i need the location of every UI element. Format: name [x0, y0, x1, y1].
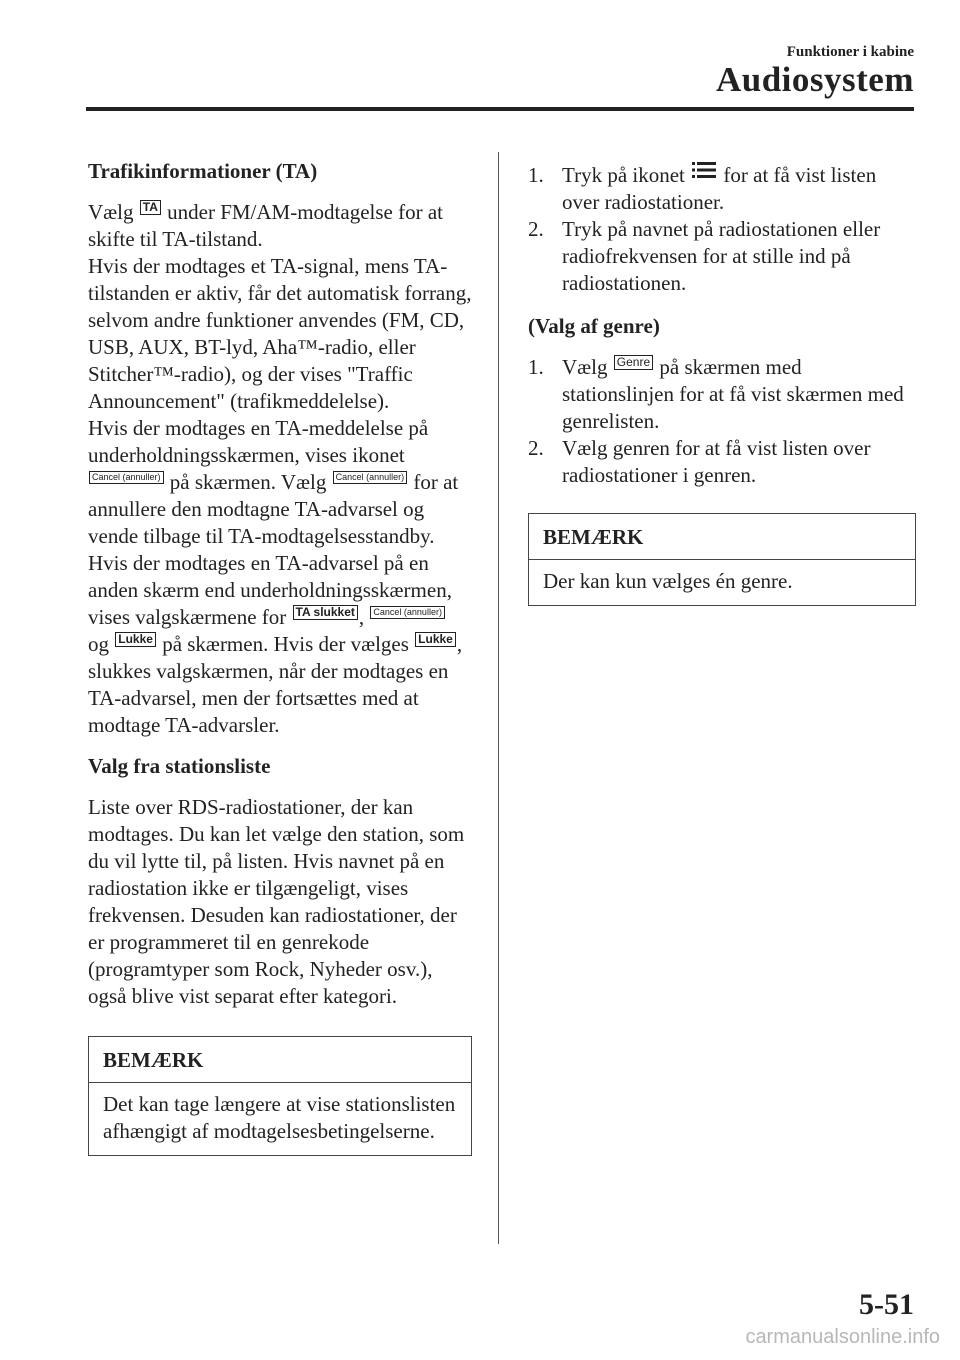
genre-steps — [528, 354, 916, 489]
header-rule — [86, 107, 914, 111]
ta-paragraph-2: Hvis der modtages et TA-signal, mens TA-tilstanden er aktiv, får det automatisk forrang, selvom andre funktioner anvendes (FM, CD, USB, AUX, BT-lyd, Aha™-radio, eller Stitcher™-radio), og der vises "Traffic Announcement" (trafikmeddelelse). — [88, 254, 472, 413]
page-number: 5-51 — [859, 1288, 914, 1321]
column-divider — [498, 152, 499, 1244]
note-title: BEMÆRK — [529, 514, 915, 560]
page-title: Audiosystem — [715, 60, 914, 99]
note-body: Der kan kun vælges én genre. — [543, 569, 793, 593]
watermark: carmanualsonline.info — [745, 1326, 940, 1348]
note-title: BEMÆRK — [89, 1037, 471, 1083]
ta-paragraph-1: Vælg TA under FM/AM-modtagelse for at skifte til TA-tilstand. — [88, 200, 443, 251]
note-body: Det kan tage længere at vise stationslisten afhængigt af modtagelsesbetingelserne. — [103, 1092, 456, 1143]
close-button-icon: Lukke — [115, 632, 156, 647]
ta-off-button-icon: TA slukket — [293, 605, 358, 620]
cancel-button-icon: Cancel (annuller) — [333, 471, 408, 484]
header-section-label: Funktioner i kabine — [786, 44, 914, 60]
left-column — [88, 158, 472, 1156]
station-steps — [528, 162, 916, 297]
ta-heading: Trafikinformationer (TA) — [88, 159, 318, 183]
ta-paragraph-4: Hvis der modtages en TA-advarsel på en anden skærm end underholdningsskærmen, vises valgskærmene for TA slukket , Cancel (annuller) og Lukke på skærmen. Hvis der vælges Lukke , slukkes valgskærmen, når der modtages en TA-advarsel, men der fortsættes med at modtage TA-advarsler. — [88, 551, 463, 737]
list-icon — [692, 162, 716, 178]
ta-button-icon: TA — [140, 200, 161, 215]
station-list-heading: Valg fra stationsliste — [88, 754, 271, 778]
right-column — [528, 162, 916, 606]
ta-paragraph-3: Hvis der modtages en TA-meddelelse på underholdningsskærmen, vises ikonet Cancel (annuller) på skærmen. Vælg Cancel (annuller) for at annullere den modtagne TA-advarsel og vende tilbage til TA-modtagelsesstandby. — [88, 416, 459, 548]
note-box — [528, 513, 916, 606]
genre-heading: (Valg af genre) — [528, 314, 660, 338]
cancel-button-icon: Cancel (annuller) — [89, 471, 164, 484]
genre-button-icon: Genre — [614, 355, 653, 370]
list-item: 2. Tryk på navnet på radiostationen eller radiofrekvensen for at stille ind på radiostationen. — [528, 217, 881, 295]
close-button-icon: Lukke — [415, 632, 456, 647]
list-item: 1. Vælg Genre på skærmen med stationslinjen for at få vist skærmen med genrelisten. — [528, 355, 904, 433]
station-paragraph: Liste over RDS-radiostationer, der kan modtages. Du kan let vælge den station, som du vil lytte til, på listen. Hvis navnet på en radiostation ikke er tilgængeligt, vises frekvensen. Desuden kan radiostationer, der er programmeret til en genrekode (programtyper som Rock, Nyheder osv.), også blive vist separat efter kategori. — [88, 795, 465, 1008]
list-item: 1. Tryk på ikonet for at få vist listen over radiostationer. — [528, 163, 877, 214]
list-item: 2. Vælg genren for at få vist listen over radiostationer i genren. — [528, 436, 871, 487]
note-box — [88, 1036, 472, 1156]
cancel-button-icon: Cancel (annuller) — [370, 606, 445, 619]
